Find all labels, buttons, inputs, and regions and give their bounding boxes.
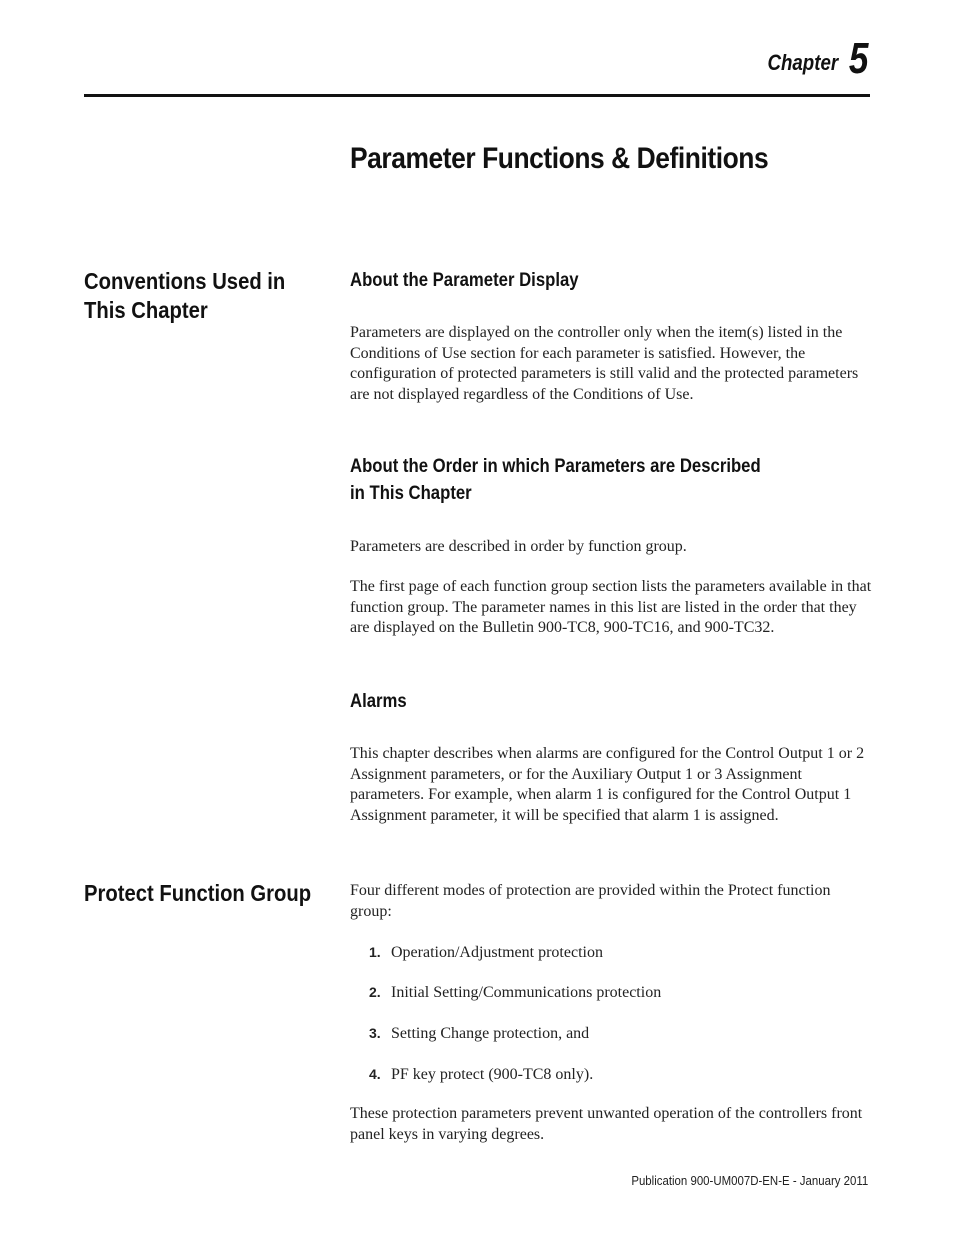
subheading-order-line1: About the Order in which Parameters are Described — [350, 456, 761, 477]
list-item-number: 3. — [369, 1025, 381, 1041]
list-item-number: 4. — [369, 1066, 381, 1082]
list-item-text: PF key protect (900-TC8 only). — [391, 1066, 594, 1083]
subheading-parameter-display: About the Parameter Display — [350, 270, 579, 291]
paragraph-order-1: Parameters are described in order by function group. — [350, 538, 687, 555]
list-item — [369, 982, 661, 1003]
subheading-order-line2: in This Chapter — [350, 483, 472, 504]
list-item-number: 1. — [369, 944, 381, 960]
list-item — [369, 942, 603, 963]
list-item-number: 2. — [369, 984, 381, 1000]
subheading-order — [350, 453, 772, 507]
paragraph-order-2: The first page of each function group section lists the parameters available in that function group. The parameter names in this list are listed in the order that they are displayed on the Bulletin 900-TC8, 900-TC16, and 900-TC32. — [350, 578, 872, 636]
subheading-alarms: Alarms — [350, 691, 407, 712]
page-title: Parameter Functions & Definitions — [350, 142, 769, 175]
list-item-text: Setting Change protection, and — [391, 1025, 590, 1042]
list-item — [369, 1023, 589, 1044]
publication-footer: Publication 900-UM007D-EN-E - January 2011 — [631, 1173, 868, 1188]
paragraph-parameter-display: Parameters are displayed on the controller only when the item(s) listed in the Conditions of Use section for each parameter is satisfied. However, the configuration of protected parameters is still valid and the protected parameters are not displayed regardless of the Conditions of Use. — [350, 324, 859, 403]
list-item-text: Initial Setting/Communications protection — [391, 984, 662, 1001]
paragraph-protect-intro: Four different modes of protection are provided within the Protect function group: — [350, 882, 831, 920]
paragraph-protect-outro: These protection parameters prevent unwanted operation of the controllers front panel keys in varying degrees. — [350, 1105, 863, 1143]
chapter-label: Chapter — [767, 50, 838, 75]
paragraph-alarms: This chapter describes when alarms are configured for the Control Output 1 or 2 Assignment parameters, or for the Auxiliary Output 1 or 3 Assignment parameters. For example, when alarm 1 is configured for the Control Output 1 Assignment parameter, it will be specified that alarm 1 is assigned. — [350, 745, 865, 824]
section-heading-conventions: Conventions Used in This Chapter — [84, 268, 286, 323]
section-heading-protect: Protect Function Group — [84, 880, 312, 906]
header-rule — [84, 94, 870, 97]
chapter-number: 5 — [848, 34, 868, 83]
list-item-text: Operation/Adjustment protection — [391, 944, 603, 961]
list-item — [369, 1064, 593, 1085]
